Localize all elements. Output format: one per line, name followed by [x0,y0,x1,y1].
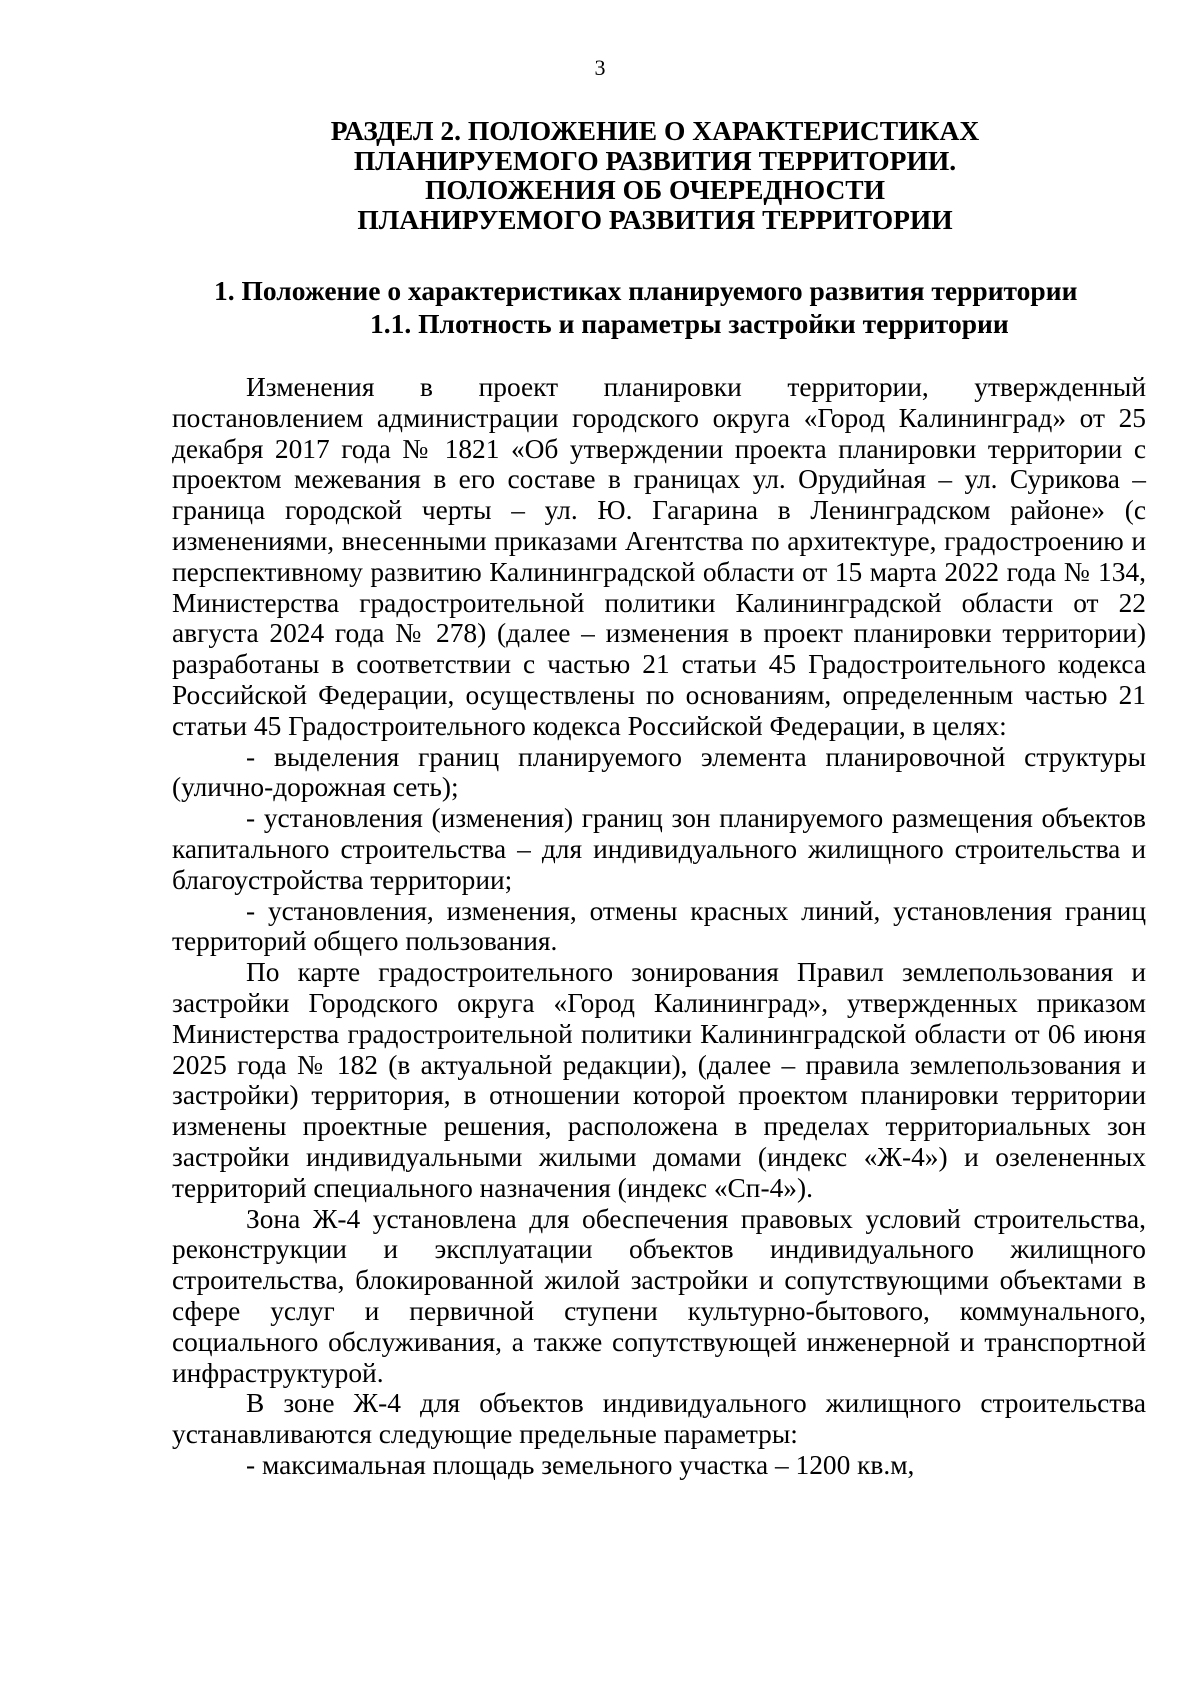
section-title-line: ПОЛОЖЕНИЯ ОБ ОЧЕРЕДНОСТИ [424,174,886,205]
body-text [172,372,1146,1481]
list-item: - выделения границ планируемого элемента планировочной структуры (улично-дорожная сеть); [172,741,1146,803]
paragraph: Зона Ж-4 установлена для обеспечения правовых условий строительства, реконструкции и эксплуатации объектов индивидуального жилищного строительства, блокированной жилой застройки и сопутствующими объектами в сфере услуг и первичной ступени культурно-бытового, коммунального, социального обслуживания, а также сопутствующей инженерной и транспортной инфраструктурой. [172,1203,1146,1388]
section-title [175,116,1135,234]
list-item: - установления, изменения, отмены красных линий, установления границ территорий общего пользования. [172,895,1146,957]
paragraph: В зоне Ж-4 для объектов индивидуального жилищного строительства устанавливаются следующие предельные параметры: [172,1388,1146,1450]
heading-1-1: 1.1. Плотность и параметры застройки территории [370,308,1009,339]
paragraph: Изменения в проект планировки территории, утвержденный постановлением администрации городского округа «Город Калининград» от 25 декабря 2017 года № 1821 «Об утверждении проекта планировки территории с проектом межевания в его составе в границах ул. Орудийная – ул. Сурикова – граница городской черты – ул. Ю. Гагарина в Ленинградском районе» (с изменениями, внесенными приказами Агентства по архитектуре, градостроению и перспективному развитию Калининградской области от 15 марта 2022 года № 134, Министерства градостроительной политики Калининградской области от 22 августа 2024 года № 278) (далее – изменения в проект планировки территории) разработаны в соответствии с частью 21 статьи 45 Градостроительного кодекса Российской Федерации, осуществлены по основаниям, определенным частью 21 статьи 45 Градостроительного кодекса Российской Федерации, в целях: [172,372,1146,741]
paragraph: По карте градостроительного зонирования Правил землепользования и застройки Городского округа «Город Калининград», утвержденных приказом Министерства градостроительной политики Калининградской области от 06 июня 2025 года № 182 (в актуальной редакции), (далее – правила землепользования и застройки) территория, в отношении которой проектом планировки территории изменены проектные решения, расположена в пределах территориальных зон застройки индивидуальными жилыми домами (индекс «Ж-4») и озелененных территорий специального назначения (индекс «Сп-4»). [172,957,1146,1203]
heading-1: 1. Положение о характеристиках планируемого развития территории [214,275,1078,306]
section-title-line: РАЗДЕЛ 2. ПОЛОЖЕНИЕ О ХАРАКТЕРИСТИКАХ [330,115,980,146]
list-item: - установления (изменения) границ зон планируемого размещения объектов капитального строительства – для индивидуального жилищного строительства и благоустройства территории; [172,803,1146,895]
list-item: - максимальная площадь земельного участка – 1200 кв.м, [246,1449,915,1480]
section-title-line: ПЛАНИРУЕМОГО РАЗВИТИЯ ТЕРРИТОРИИ [357,203,953,235]
page-number: 3 [594,55,606,80]
section-title-line: ПЛАНИРУЕМОГО РАЗВИТИЯ ТЕРРИТОРИИ. [353,144,957,176]
